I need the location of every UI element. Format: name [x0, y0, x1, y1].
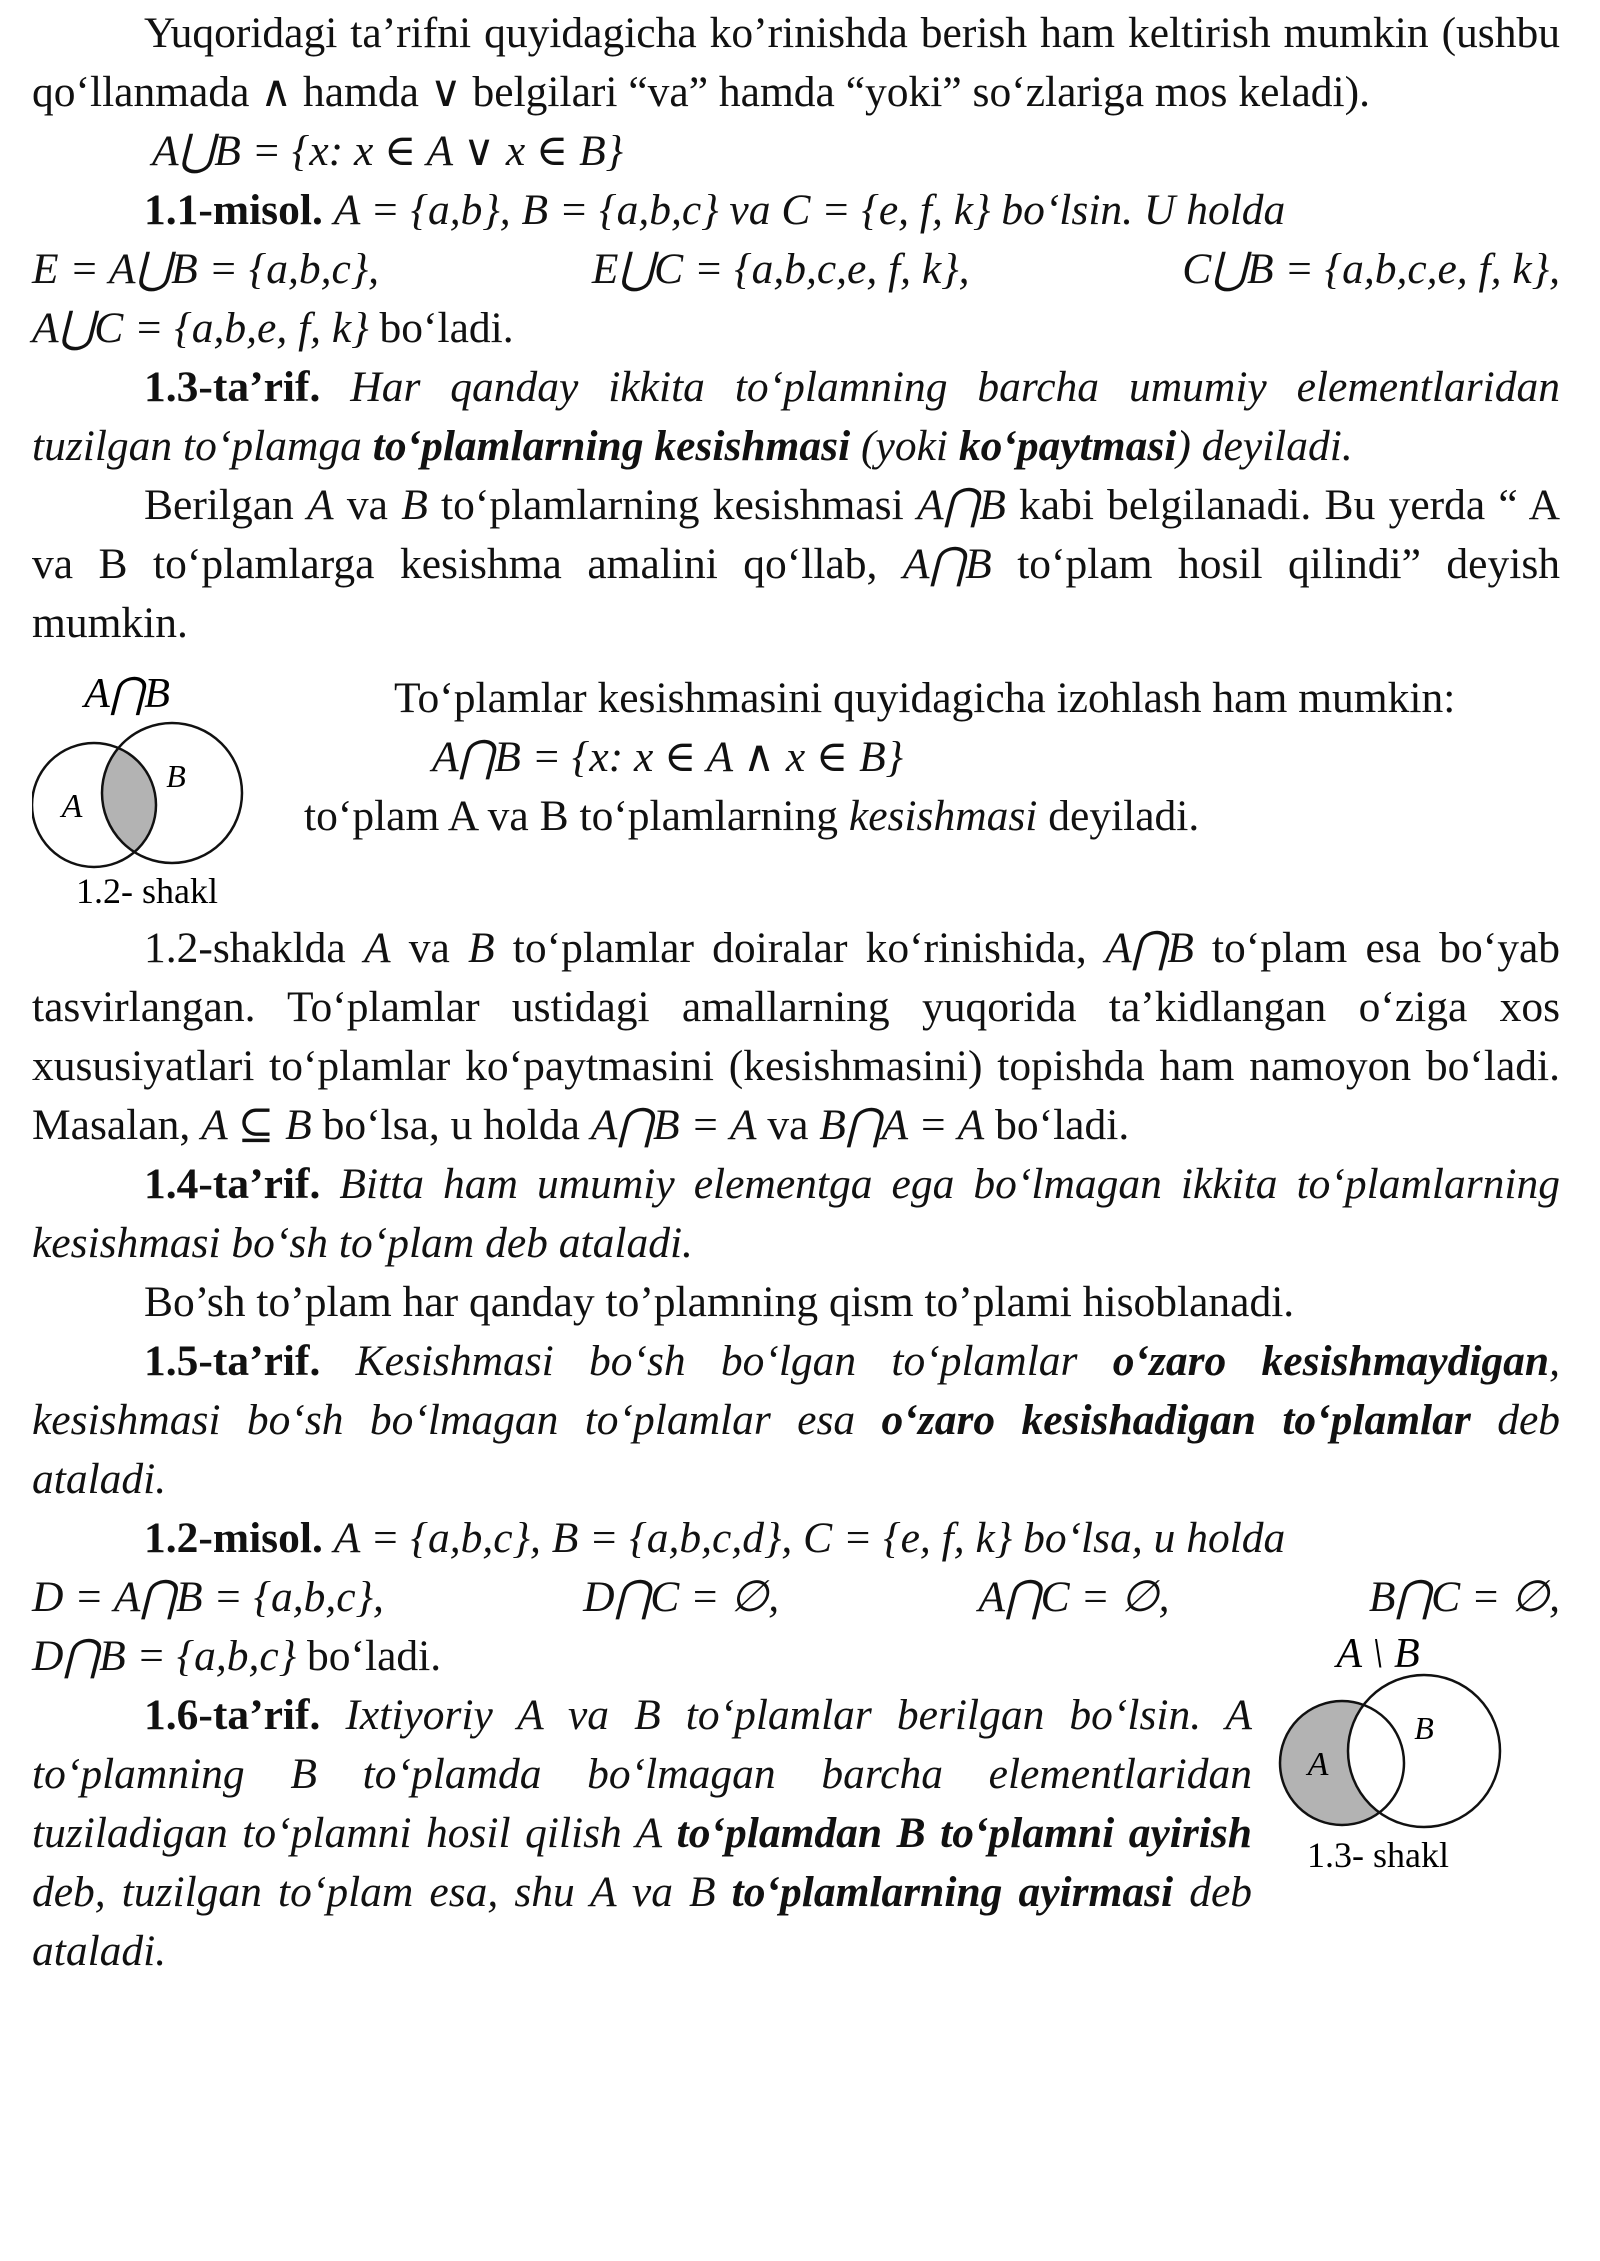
definition-text: Har qanday ikkita to‘plamning barcha umumiy elementlaridan tuzilgan to‘plamga — [32, 363, 1560, 470]
set-b: B — [468, 924, 495, 972]
definition-1-4 — [32, 1155, 1560, 1273]
text: belgilanadi. Bu yerda “ A va B to‘plamlarga kesishma amalini qo‘llab, — [32, 481, 1560, 588]
text: to‘plamlarning kesishmasi — [441, 481, 904, 529]
intersection-formula: A⋂B = {x: x ∈ A ∧ x ∈ B} — [432, 733, 904, 781]
text: to‘plamlar — [512, 924, 694, 972]
definition-term: to‘plamlarning kesishmasi — [372, 422, 851, 470]
example-label: 1.1-misol. — [144, 186, 323, 234]
figure-1-2 — [32, 667, 300, 919]
tail-text: bo‘ladi. — [379, 304, 514, 352]
example-label: 1.2-misol. — [144, 1514, 323, 1562]
text: bo‘lsa, u holda — [322, 1101, 580, 1149]
label-a: A — [61, 788, 83, 825]
definition-term: to‘plamdan B to‘plamni ayirish — [676, 1809, 1252, 1857]
formula: A⋂B — [916, 481, 1006, 529]
definition-text: (yoki — [861, 422, 948, 470]
formula: A⋂B = A — [590, 1101, 757, 1149]
definition-text: Ixtiyoriy A va B to‘plamlar berilgan bo‘lsin. A to‘plamning B to‘plamda bo‘lmagan barcha elementlaridan tuziladigan to‘plamni hosil qilish A — [32, 1691, 1253, 1857]
intersection-explain: To‘plamlar kesishmasini quyidagicha izohlash ham mumkin: — [394, 674, 1456, 722]
intersection-definition-line — [304, 787, 1560, 846]
definition-text: deb ataladi. — [32, 1868, 1253, 1975]
text: to‘plam A va B to‘plamlarning — [304, 792, 839, 840]
set-a: A — [307, 481, 334, 529]
definition-label: 1.3-ta’rif. — [144, 363, 321, 411]
definition-text: Kesishmasi bo‘sh bo‘lgan to‘plamlar — [355, 1337, 1078, 1385]
example-1-1-tail — [32, 299, 1560, 358]
set-b: B — [401, 481, 428, 529]
term: kesishmasi — [848, 792, 1038, 840]
figure-1-3 — [1260, 1631, 1560, 1881]
definition-text: ) deyiladi. — [1176, 422, 1353, 470]
definition-term: o‘zaro kesishadigan to‘plamlar — [881, 1396, 1471, 1444]
result-1: D = A⋂B = {a,b,c}, — [32, 1573, 384, 1621]
formula: B⋂A = A — [819, 1101, 985, 1149]
venn-difference-diagram — [1260, 1631, 1560, 1881]
example-given: A = {a,b}, B = {a,b,c} va C = {e, f, k} bo‘lsin. U holda — [333, 186, 1286, 234]
definition-1-3 — [32, 358, 1560, 476]
venn-intersection-diagram — [32, 667, 300, 919]
definition-text: Bitta ham umumiy elementga ega bo‘lmagan ikkita to‘plamlarning kesishmasi bo‘sh to‘plam deb ataladi. — [32, 1160, 1561, 1267]
result-5: D⋂B = {a,b,c} — [32, 1632, 297, 1680]
definition-text: deb ataladi. — [32, 1396, 1561, 1503]
text: va — [767, 1101, 809, 1149]
text: va — [346, 481, 388, 529]
example-1-1 — [32, 181, 1560, 240]
text: Berilgan — [144, 481, 294, 529]
text: kabi — [1019, 481, 1094, 529]
label-b: B — [166, 758, 186, 794]
union-formula: A⋃B = {x: x ∈ A ∨ x ∈ B} — [152, 127, 624, 175]
figure-top-label: A \ B — [1336, 1631, 1420, 1677]
intro-paragraph: Yuqoridagi ta’rifni quyidagicha ko’rinishda berish ham keltirish mumkin (ushbu qo‘llanmada ∧ hamda ∨ belgilari “va” hamda “yoki” so‘zlariga mos keladi). — [32, 9, 1560, 116]
definition-label: 1.6-ta’rif. — [144, 1691, 321, 1739]
label-a: A — [1307, 1746, 1329, 1783]
definition-term: o‘zaro kesishmaydigan — [1112, 1337, 1550, 1385]
figure-caption: 1.2- shakl — [76, 871, 218, 911]
formula: A⋂B — [902, 540, 992, 588]
text: 1.2-shaklda — [144, 924, 346, 972]
example-1-2 — [32, 1509, 1560, 1568]
document-page — [32, 4, 1560, 1981]
intersection-notation-paragraph — [32, 476, 1560, 653]
definition-term: ko‘paytmasi — [958, 422, 1177, 470]
figure-explanation-paragraph — [32, 919, 1560, 1155]
formula: A ⊆ B — [201, 1101, 312, 1149]
figure-top-label: A⋂B — [84, 671, 170, 717]
text: bo‘ladi. — [995, 1101, 1130, 1149]
definition-label: 1.5-ta’rif. — [144, 1337, 321, 1385]
text: doiralar — [712, 924, 848, 972]
result-1: E = A⋃B = {a,b,c}, — [32, 245, 380, 293]
text: va — [408, 924, 450, 972]
result-4: A⋃C = {a,b,e, f, k} — [32, 304, 369, 352]
result-3: A⋂C = ∅, — [978, 1573, 1170, 1621]
result-2: D⋂C = ∅, — [583, 1573, 780, 1621]
definition-text: , kesishmasi bo‘sh bo‘lmagan to‘plamlar esa — [32, 1337, 1561, 1444]
set-a: A — [363, 924, 391, 972]
label-b: B — [1414, 1710, 1434, 1746]
text: ko‘rinishida, — [865, 924, 1087, 972]
tail-text: bo‘ladi. — [307, 1632, 442, 1680]
text: deyiladi. — [1048, 792, 1200, 840]
definition-term: to‘plamlarning ayirmasi — [731, 1868, 1174, 1916]
definition-label: 1.4-ta’rif. — [144, 1160, 321, 1208]
example-1-1-results — [32, 240, 1560, 299]
result-3: C⋃B = {a,b,c,e, f, k}, — [1182, 245, 1560, 293]
definition-1-5 — [32, 1332, 1560, 1509]
result-4: B⋂C = ∅, — [1368, 1573, 1560, 1621]
example-1-2-results — [32, 1568, 1560, 1627]
figure-caption: 1.3- shakl — [1307, 1835, 1449, 1875]
example-given: A = {a,b,c}, B = {a,b,c,d}, C = {e, f, k} bo‘lsa, u holda — [333, 1514, 1286, 1562]
empty-set-note: Bo’sh to’plam har qanday to’plamning qism to’plami hisoblanadi. — [144, 1278, 1295, 1326]
formula: A⋂B — [1104, 924, 1194, 972]
definition-text: deb, tuzilgan to‘plam esa, shu A va B — [32, 1868, 716, 1916]
result-2: E⋃C = {a,b,c,e, f, k}, — [591, 245, 970, 293]
text: to‘plam hosil qilindi” deyish mumkin. — [32, 540, 1561, 647]
text: to‘plam esa bo‘yab tasvirlangan. To‘plamlar ustidagi amallarning yuqorida ta’kidlangan o‘ziga xos xususiyatlari to‘plamlar ko‘paytmasini (kesishmasini) topishda ham namoyon bo‘ladi. Masalan, — [32, 924, 1561, 1149]
